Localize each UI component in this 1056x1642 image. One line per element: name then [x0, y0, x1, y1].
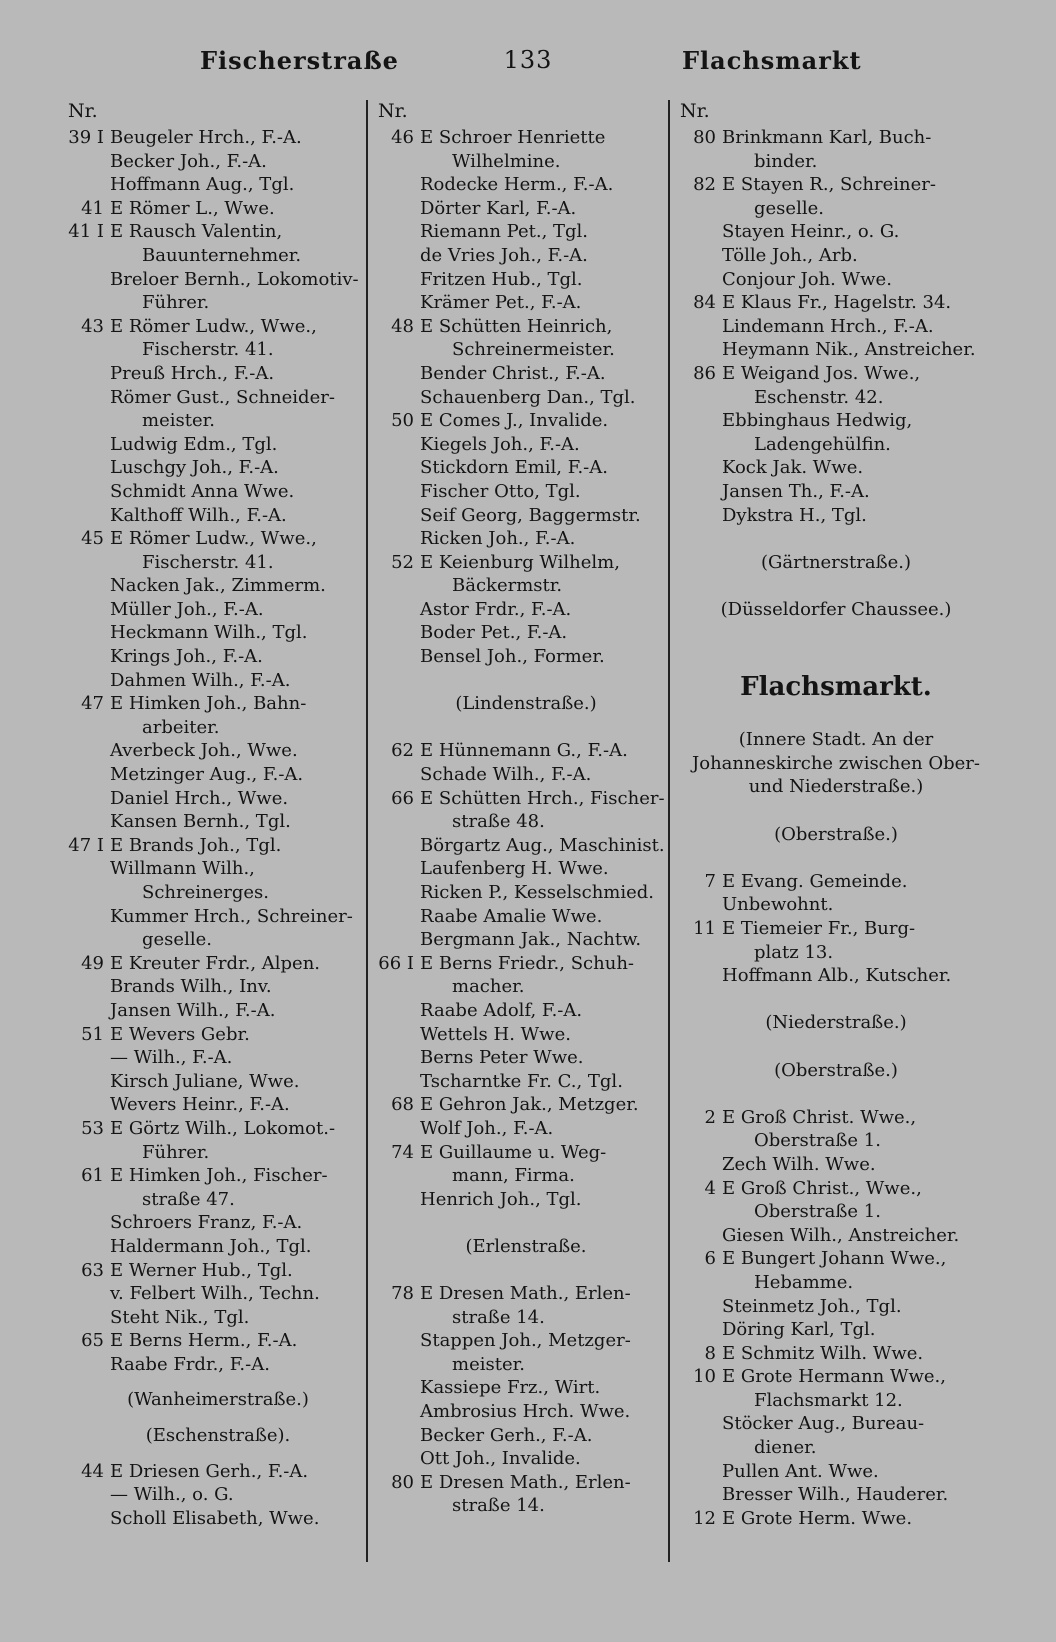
entry-continuation: Oberstraße 1.: [754, 1201, 881, 1223]
resident-entry: Berns Peter Wwe.: [420, 1047, 584, 1069]
entry-continuation: arbeiter.: [142, 716, 220, 738]
resident-entry: Raabe Frdr., F.-A.: [110, 1353, 270, 1375]
resident-text: E Evang. Gemeinde.: [722, 870, 908, 892]
house-entry: [68, 527, 368, 551]
spacer: [378, 716, 674, 740]
street-heading: (Eschenstraße).: [145, 1425, 291, 1447]
resident-entry: Wettels H. Wwe.: [420, 1023, 571, 1045]
house-entry: [680, 291, 992, 315]
house-number: 61: [81, 1165, 104, 1187]
resident-entry: Kiegels Joh., F.-A.: [420, 433, 580, 455]
resident-entry: Kansen Bernh., Tgl.: [110, 811, 291, 833]
spacer: [680, 574, 992, 598]
resident-entry: Ludwig Edm., Tgl.: [110, 433, 278, 455]
entry-continuation: Schreinermeister.: [452, 339, 615, 361]
resident-entry: Brands Wilh., Inv.: [110, 976, 272, 998]
resident-entry: Kock Jak. Wwe.: [722, 457, 864, 479]
resident-text: E Dresen Math., Erlen-: [420, 1283, 631, 1305]
house-number: 63: [81, 1259, 104, 1281]
resident-entry: Steht Nik., Tgl.: [110, 1306, 250, 1328]
entry-continuation: Führer.: [142, 1141, 210, 1163]
house-entry: [378, 1093, 674, 1117]
resident-entry: Daniel Hrch., Wwe.: [110, 787, 289, 809]
column-1: [68, 96, 368, 1530]
house-number: 84: [693, 292, 716, 314]
resident-entry: de Vries Joh., F.-A.: [420, 244, 588, 266]
resident-text: E Schütten Hrch., Fischer-: [420, 787, 665, 809]
resident-entry: Stöcker Aug., Bureau-: [722, 1413, 925, 1435]
resident-entry: Fischer Otto, Tgl.: [420, 480, 581, 502]
house-number: 86: [693, 362, 716, 384]
house-entry: [378, 1471, 674, 1495]
resident-entry: Schmidt Anna Wwe.: [110, 480, 295, 502]
house-entry: [680, 362, 992, 386]
spacer: [680, 527, 992, 551]
house-number: 66: [391, 787, 414, 809]
entry-continuation: mann, Firma.: [452, 1165, 575, 1187]
resident-entry: Jansen Th., F.-A.: [722, 480, 870, 502]
house-entry: [378, 739, 674, 763]
resident-entry: Börgartz Aug., Maschinist.: [420, 834, 665, 856]
house-number: 82: [693, 174, 716, 196]
street-heading: (Niederstraße.): [765, 1012, 907, 1034]
house-entry: [680, 1177, 992, 1201]
house-entry: [680, 1365, 992, 1389]
entry-continuation: diener.: [754, 1437, 817, 1459]
running-head-left: Fischerstraße: [200, 46, 399, 75]
resident-entry: Conjour Joh. Wwe.: [722, 268, 892, 290]
entry-continuation: binder.: [754, 150, 818, 172]
resident-text: E Schroer Henriette: [420, 127, 606, 148]
street-heading: (Wanheimerstraße.): [127, 1389, 309, 1411]
resident-entry: v. Felbert Wilh., Techn.: [110, 1283, 320, 1305]
house-number: 80: [391, 1471, 414, 1493]
house-entry: [680, 1106, 992, 1130]
column-3: [680, 96, 992, 1530]
spacer: [68, 1376, 368, 1388]
resident-entry: Dahmen Wilh., F.-A.: [110, 669, 291, 691]
resident-entry: Pullen Ant. Wwe.: [722, 1460, 879, 1482]
resident-entry: Kalthoff Wilh., F.-A.: [110, 504, 287, 526]
house-entry: [68, 126, 368, 150]
resident-text: E Berns Friedr., Schuh-: [420, 952, 634, 974]
house-entry: [680, 173, 992, 197]
resident-entry: Zech Wilh. Wwe.: [722, 1153, 876, 1175]
house-number: 74: [391, 1141, 414, 1163]
resident-entry: Rodecke Herm., F.-A.: [420, 174, 614, 196]
house-entry: [68, 1329, 368, 1353]
resident-entry: Tölle Joh., Arb.: [722, 244, 858, 266]
entry-continuation: meister.: [452, 1353, 525, 1375]
entry-continuation: Bäckermstr.: [452, 575, 563, 597]
resident-entry: Bresser Wilh., Hauderer.: [722, 1484, 949, 1506]
house-entry: [378, 315, 674, 339]
spacer: [680, 988, 992, 1012]
resident-entry: Becker Joh., F.-A.: [110, 150, 267, 172]
resident-entry: Steinmetz Joh., Tgl.: [722, 1295, 902, 1317]
resident-entry: Henrich Joh., Tgl.: [420, 1188, 582, 1210]
resident-text: E Schütten Heinrich,: [420, 315, 613, 337]
house-entry: [680, 126, 992, 150]
resident-text: E Berns Herm., F.-A.: [110, 1330, 298, 1352]
spacer: [680, 846, 992, 870]
house-number: 53: [81, 1117, 104, 1139]
resident-entry: Fritzen Hub., Tgl.: [420, 268, 583, 290]
house-number: 10: [693, 1366, 716, 1388]
resident-entry: Ricken P., Kesselschmied.: [420, 882, 655, 903]
house-entry: [378, 787, 674, 811]
number-column-label: Nr.: [68, 100, 98, 122]
house-number: 12: [693, 1507, 716, 1529]
resident-text: E Keienburg Wilhelm,: [420, 551, 620, 573]
entry-continuation: geselle.: [754, 197, 824, 219]
resident-text: E Wevers Gebr.: [110, 1023, 250, 1045]
resident-entry: Giesen Wilh., Anstreicher.: [722, 1224, 960, 1246]
resident-entry: Becker Gerh., F.-A.: [420, 1424, 593, 1446]
spacer: [68, 1448, 368, 1460]
resident-entry: Römer Gust., Schneider-: [110, 386, 335, 408]
house-entry: [680, 870, 992, 894]
spacer: [378, 669, 674, 693]
entry-continuation: Hebamme.: [754, 1271, 854, 1293]
resident-text: E Dresen Math., Erlen-: [420, 1471, 631, 1493]
house-number: 47 I: [68, 834, 104, 856]
resident-entry: Müller Joh., F.-A.: [110, 598, 264, 620]
entry-continuation: platz 13.: [754, 941, 834, 963]
resident-entry: Bender Christ., F.-A.: [420, 362, 606, 384]
resident-text: E Klaus Fr., Hagelstr. 34.: [722, 292, 952, 314]
house-entry: [680, 1247, 992, 1271]
resident-entry: Breloer Bernh., Lokomotiv-: [110, 268, 359, 290]
house-entry: [378, 409, 674, 433]
spacer: [680, 645, 992, 669]
resident-text: E Gehron Jak., Metzger.: [420, 1094, 639, 1116]
street-heading: Johanneskirche zwischen Ober-: [692, 752, 980, 774]
entry-continuation: Fischerstr. 41.: [142, 551, 274, 573]
resident-entry: Ricken Joh., F.-A.: [420, 528, 576, 550]
house-entry: [680, 1507, 992, 1531]
spacer: [680, 621, 992, 645]
resident-entry: Dörter Karl, F.-A.: [420, 197, 577, 219]
house-entry: [68, 1117, 368, 1141]
resident-text: Beugeler Hrch., F.-A.: [110, 127, 302, 148]
entry-continuation: meister.: [142, 410, 215, 432]
house-number: 44: [81, 1460, 104, 1482]
resident-text: E Rausch Valentin,: [110, 221, 283, 243]
resident-entry: Averbeck Joh., Wwe.: [110, 740, 298, 762]
resident-entry: Haldermann Joh., Tgl.: [110, 1235, 312, 1257]
street-heading: und Niederstraße.): [748, 776, 924, 798]
resident-entry: Ebbinghaus Hedwig,: [722, 410, 913, 432]
street-heading: (Erlenstraße.: [465, 1235, 587, 1257]
house-entry: [68, 1460, 368, 1484]
resident-text: E Hünnemann G., F.-A.: [420, 740, 628, 762]
street-heading: (Gärtnerstraße.): [760, 551, 912, 573]
resident-entry: Raabe Amalie Wwe.: [420, 905, 603, 927]
house-number: 66 I: [378, 952, 414, 974]
house-entry: [68, 952, 368, 976]
column-2: [378, 96, 674, 1518]
resident-entry: Krämer Pet., F.-A.: [420, 292, 582, 314]
resident-entry: Jansen Wilh., F.-A.: [110, 999, 276, 1021]
house-number: 45: [81, 528, 104, 550]
entry-continuation: straße 47.: [142, 1188, 235, 1210]
house-entry: [378, 126, 674, 150]
resident-entry: Tscharntke Fr. C., Tgl.: [420, 1070, 623, 1092]
house-number: 46: [391, 127, 414, 148]
entry-continuation: Wilhelmine.: [452, 150, 561, 172]
page-number: 133: [503, 46, 553, 74]
resident-text: Brinkmann Karl, Buch-: [722, 127, 932, 148]
resident-text: E Guillaume u. Weg-: [420, 1141, 607, 1163]
entry-continuation: Bauunternehmer.: [142, 244, 302, 266]
resident-entry: Metzinger Aug., F.-A.: [110, 764, 304, 786]
street-heading: (Lindenstraße.): [455, 693, 597, 715]
house-number: 62: [391, 740, 414, 762]
street-heading: (Oberstraße.): [774, 823, 898, 845]
spacer: [680, 1035, 992, 1059]
resident-entry: — Wilh., F.-A.: [110, 1047, 233, 1069]
house-number: 8: [704, 1342, 716, 1364]
spacer: [680, 1082, 992, 1106]
resident-entry: Bensel Joh., Former.: [420, 646, 605, 668]
house-entry: [68, 220, 368, 244]
spacer: [378, 1211, 674, 1235]
resident-entry: Schauenberg Dan., Tgl.: [420, 386, 636, 408]
house-entry: [68, 315, 368, 339]
entry-continuation: Schreinerges.: [142, 882, 270, 903]
resident-entry: Scholl Elisabeth, Wwe.: [110, 1507, 320, 1529]
resident-text: E Tiemeier Fr., Burg-: [722, 918, 916, 939]
resident-entry: Preuß Hrch., F.-A.: [110, 362, 275, 384]
resident-entry: Kirsch Juliane, Wwe.: [110, 1070, 300, 1092]
resident-text: E Groß Christ. Wwe.,: [722, 1106, 917, 1128]
house-number: 4: [704, 1177, 716, 1199]
house-number: 49: [81, 952, 104, 974]
resident-text: E Kreuter Frdr., Alpen.: [110, 952, 321, 974]
resident-entry: Schroers Franz, F.-A.: [110, 1212, 303, 1234]
entry-continuation: straße 14.: [452, 1495, 545, 1517]
resident-text: E Römer Ludw., Wwe.,: [110, 315, 317, 337]
resident-entry: Ott Joh., Invalide.: [420, 1448, 581, 1470]
house-entry: [680, 917, 992, 941]
house-number: 80: [693, 127, 716, 148]
resident-text: E Stayen R., Schreiner-: [722, 174, 936, 196]
entry-continuation: straße 48.: [452, 811, 545, 833]
street-heading: (Düsseldorfer Chaussee.): [720, 598, 952, 620]
resident-entry: Heckmann Wilh., Tgl.: [110, 622, 308, 644]
house-entry: [378, 1282, 674, 1306]
resident-entry: Raabe Adolf, F.-A.: [420, 999, 583, 1021]
entry-continuation: Flachsmarkt 12.: [754, 1389, 903, 1411]
house-number: 52: [391, 551, 414, 573]
resident-entry: Wolf Joh., F.-A.: [420, 1117, 554, 1139]
resident-entry: Schade Wilh., F.-A.: [420, 764, 592, 786]
house-number: 39 I: [68, 127, 104, 148]
number-column-label: Nr.: [378, 100, 408, 122]
spacer: [680, 705, 992, 729]
house-number: 43: [81, 315, 104, 337]
house-number: 41: [81, 197, 104, 219]
street-heading: (Oberstraße.): [774, 1059, 898, 1081]
resident-entry: Bergmann Jak., Nachtw.: [420, 929, 642, 951]
resident-entry: Seif Georg, Baggermstr.: [420, 504, 641, 526]
house-number: 2: [704, 1106, 716, 1128]
entry-continuation: Oberstraße 1.: [754, 1130, 881, 1152]
resident-entry: Astor Frdr., F.-A.: [420, 598, 572, 620]
entry-continuation: Fischerstr. 41.: [142, 339, 274, 361]
resident-entry: Luschgy Joh., F.-A.: [110, 457, 279, 479]
house-number: 51: [81, 1023, 104, 1045]
house-entry: [68, 834, 368, 858]
resident-entry: Stayen Heinr., o. G.: [722, 221, 900, 243]
house-number: 68: [391, 1094, 414, 1116]
resident-text: E Driesen Gerh., F.-A.: [110, 1460, 309, 1482]
resident-text: E Himken Joh., Bahn-: [110, 693, 307, 715]
entry-continuation: macher.: [452, 976, 525, 998]
entry-continuation: Ladengehülfin.: [754, 433, 891, 455]
house-number: 78: [391, 1283, 414, 1305]
resident-entry: Stappen Joh., Metzger-: [420, 1330, 631, 1352]
resident-text: E Comes J., Invalide.: [420, 410, 609, 432]
resident-entry: Dykstra H., Tgl.: [722, 504, 867, 526]
entry-continuation: Führer.: [142, 292, 210, 314]
entry-continuation: Eschenstr. 42.: [754, 386, 884, 408]
resident-text: E Grote Herm. Wwe.: [722, 1507, 913, 1529]
resident-entry: Nacken Jak., Zimmerm.: [110, 575, 326, 597]
resident-text: E Himken Joh., Fischer-: [110, 1165, 328, 1187]
house-number: 7: [704, 870, 716, 892]
resident-text: E Brands Joh., Tgl.: [110, 834, 282, 856]
resident-text: E Schmitz Wilh. Wwe.: [722, 1342, 924, 1364]
house-number: 6: [704, 1248, 716, 1270]
resident-entry: Heymann Nik., Anstreicher.: [722, 339, 976, 361]
house-number: 47: [81, 693, 104, 715]
resident-entry: Hoffmann Aug., Tgl.: [110, 174, 295, 196]
resident-entry: Döring Karl, Tgl.: [722, 1319, 876, 1341]
house-entry: [378, 551, 674, 575]
resident-text: E Bungert Johann Wwe.,: [722, 1248, 947, 1270]
resident-entry: Unbewohnt.: [722, 894, 834, 916]
entry-continuation: geselle.: [142, 929, 212, 951]
number-column-label: Nr.: [680, 100, 710, 122]
spacer: [68, 1412, 368, 1424]
section-title: Flachsmarkt.: [740, 671, 932, 702]
street-heading: (Innere Stadt. An der: [738, 729, 934, 751]
resident-text: E Grote Hermann Wwe.,: [722, 1366, 946, 1388]
spacer: [378, 1259, 674, 1283]
house-number: 65: [81, 1330, 104, 1352]
resident-entry: Kassiepe Frz., Wirt.: [420, 1377, 601, 1399]
resident-entry: Willmann Wilh.,: [110, 858, 255, 880]
entry-continuation: straße 14.: [452, 1306, 545, 1328]
resident-text: E Römer L., Wwe.: [110, 197, 275, 219]
house-number: 48: [391, 315, 414, 337]
resident-text: E Görtz Wilh., Lokomot.-: [110, 1117, 336, 1139]
house-entry: [68, 1259, 368, 1283]
resident-entry: — Wilh., o. G.: [110, 1484, 234, 1506]
resident-entry: Krings Joh., F.-A.: [110, 646, 263, 668]
spacer: [680, 799, 992, 823]
house-entry: [68, 1023, 368, 1047]
resident-entry: Ambrosius Hrch. Wwe.: [420, 1401, 631, 1423]
house-entry: [378, 1141, 674, 1165]
house-entry: [680, 1342, 992, 1366]
house-entry: [68, 1164, 368, 1188]
resident-text: E Weigand Jos. Wwe.,: [722, 362, 921, 384]
house-number: 11: [693, 918, 716, 939]
house-number: 41 I: [68, 221, 104, 243]
resident-text: E Groß Christ., Wwe.,: [722, 1177, 922, 1199]
house-entry: [68, 197, 368, 221]
resident-entry: Wevers Heinr., F.-A.: [110, 1094, 290, 1116]
resident-entry: Stickdorn Emil, F.-A.: [420, 457, 608, 479]
resident-entry: Hoffmann Alb., Kutscher.: [722, 965, 952, 987]
resident-entry: Laufenberg H. Wwe.: [420, 858, 609, 880]
resident-entry: Riemann Pet., Tgl.: [420, 221, 589, 243]
resident-text: E Römer Ludw., Wwe.,: [110, 528, 317, 550]
resident-text: E Werner Hub., Tgl.: [110, 1259, 293, 1281]
house-entry: [378, 952, 674, 976]
resident-entry: Kummer Hrch., Schreiner-: [110, 905, 353, 927]
house-number: 50: [391, 410, 414, 432]
resident-entry: Lindemann Hrch., F.-A.: [722, 315, 934, 337]
house-entry: [68, 692, 368, 716]
resident-entry: Boder Pet., F.-A.: [420, 622, 568, 644]
running-head-right: Flachsmarkt: [682, 46, 862, 75]
